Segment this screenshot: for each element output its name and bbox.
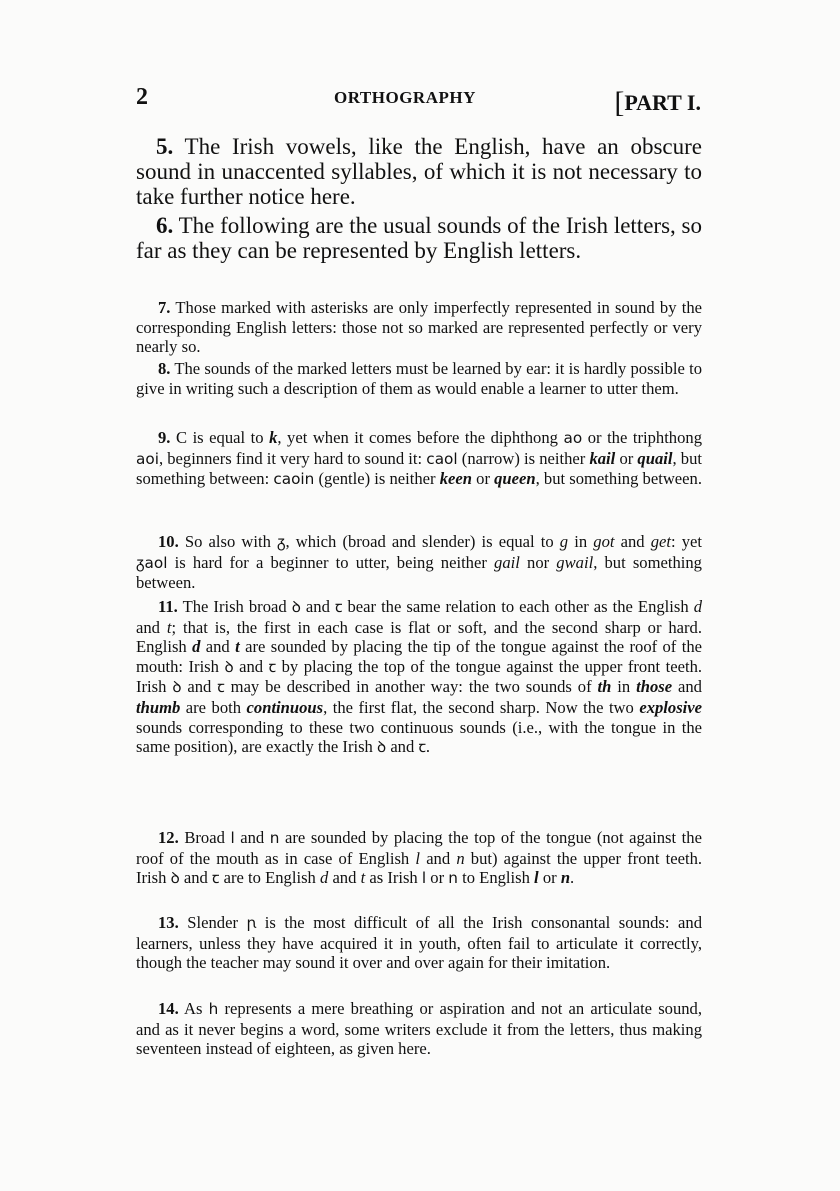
paragraph-9: 9. C is equal to k, yet when it comes before the diphthong ao or the triphthong aoi, beginners find it very hard to sound it: caol (narrow) is neither kail or quail, but something between: caoin (gentle) is neither keen or queen, but something between. <box>136 428 702 489</box>
paragraph-8: 8. The sounds of the marked letters must be learned by ear: it is hardly possible to give in writing such a description of them as would enable a learner to utter them. <box>136 359 702 398</box>
paragraph-10: 10. So also with ᵹ, which (broad and slender) is equal to g in got and get: yet ᵹaol is hard for a beginner to utter, being neither gail nor gwail, but something between. <box>136 532 702 593</box>
paragraph-12: 12. Broad l and n are sounded by placing the top of the tongue (not against the roof of the mouth as in case of English l and n but) against the upper front teeth. Irish ꝺ and ꞇ are to English d and t as Irish l or n to English l or n. <box>136 828 703 888</box>
paragraph-13: 13. Slender ꞃ is the most difficult of all the Irish consonantal sounds: and learners, unless they have acquired it in youth, often fail to articulate it correctly, though the teacher may sound it over and over again for their imitation. <box>136 913 702 973</box>
paragraph-14: 14. As h represents a mere breathing or aspiration and not an articulate sound, and as it never begins a word, some writers exclude it from the letters, thus making seventeen instead of eighteen, as given here. <box>136 999 702 1059</box>
part-label: [PART I. <box>614 86 701 119</box>
paragraph-5: 5. The Irish vowels, like the English, have an obscure sound in unaccented syllables, of which it is not necessary to take further notice here. <box>136 134 702 209</box>
page-header <box>136 84 701 119</box>
paragraph-6: 6. The following are the usual sounds of the Irish letters, so far as they can be represented by English letters. <box>136 213 702 263</box>
page-number: 2 <box>136 84 148 110</box>
paragraph-7: 7. Those marked with asterisks are only imperfectly represented in sound by the corresponding English letters: those not so marked are represented perfectly or very nearly so. <box>136 298 702 357</box>
paragraph-11: 11. The Irish broad ꝺ and ꞇ bear the same relation to each other as the English d and t; that is, the first in each case is flat or soft, and the second sharp or hard. English d and t are sounded by placing the tip of the tongue against the roof of the mouth: Irish ꝺ and ꞇ by placing the top of the tongue against the upper front teeth. Irish ꝺ and ꞇ may be described in another way: the two sounds of th in those and thumb are both continuous, the first flat, the second sharp. Now the two explosive sounds corresponding to these two continuous sounds (i.e., with the tongue in the same position), are exactly the Irish ꝺ and ꞇ. <box>136 597 703 757</box>
running-title: ORTHOGRAPHY <box>334 88 476 107</box>
